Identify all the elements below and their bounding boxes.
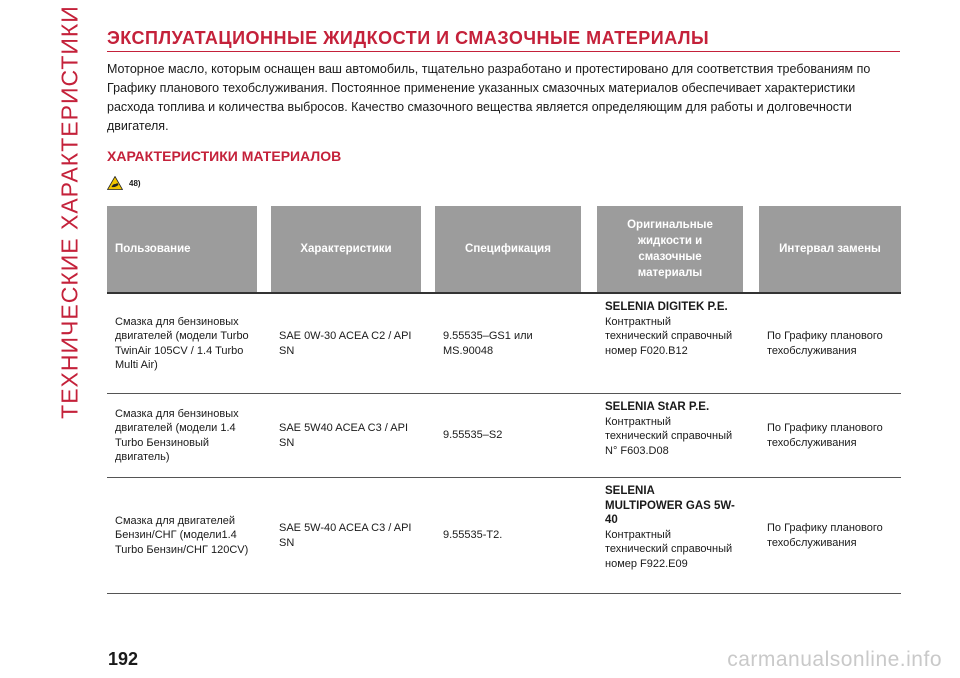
header-specification: Спецификация	[435, 206, 581, 294]
cell-specification: 9.55535-T2.	[435, 478, 581, 594]
cell-interval: По Графику планового техобслуживания	[759, 394, 901, 478]
cell-interval: По Графику планового техобслуживания	[759, 294, 901, 394]
cell-characteristics: SAE 5W-40 ACEA C3 / API SN	[271, 478, 421, 594]
section-subtitle: ХАРАКТЕРИСТИКИ МАТЕРИАЛОВ	[107, 148, 342, 164]
table-row	[107, 478, 901, 594]
cell-interval: По Графику планового техобслуживания	[759, 478, 901, 594]
cell-usage: Смазка для бензиновых двигателей (модели 1.4 Turbo Бензиновый двигатель)	[107, 394, 257, 478]
side-section-tab	[50, 5, 90, 419]
cell-original-fluid	[597, 478, 743, 594]
page-content	[107, 28, 900, 594]
intro-paragraph: Моторное масло, которым оснащен ваш автомобиль, тщательно разработано и протестировано для соответствия требованиям по Графику планового техобслуживания. Постоянное применение указанных смазочных материалов обеспечивает характеристики расхода топлива и количества выбросов. Качество смазочного вещества является определяющим для работы и долговечности двигателя.	[107, 62, 871, 133]
table-header-row	[107, 206, 901, 294]
oil-warning-icon	[107, 176, 123, 190]
warning-reference	[107, 174, 900, 192]
table-row	[107, 294, 901, 394]
oil-product-name: SELENIA MULTIPOWER GAS 5W-40	[605, 485, 735, 526]
oil-product-name: SELENIA StAR P.E.	[605, 401, 710, 413]
cell-characteristics: SAE 0W-30 ACEA C2 / API SN	[271, 294, 421, 394]
cell-original-fluid	[597, 394, 743, 478]
oil-product-desc: Контрактный технический справочный номер F922.E09	[605, 528, 733, 570]
side-section-label: ТЕХНИЧЕСКИЕ ХАРАКТЕРИСТИКИ	[56, 5, 83, 419]
cell-usage: Смазка для двигателей Бензин/СНГ (модели1.4 Turbo Бензин/СНГ 120CV)	[107, 478, 257, 594]
header-usage: Пользование	[107, 206, 257, 294]
cell-specification: 9.55535–GS1 или MS.90048	[435, 294, 581, 394]
header-interval: Интервал замены	[759, 206, 901, 294]
cell-specification: 9.55535–S2	[435, 394, 581, 478]
materials-table	[107, 206, 901, 594]
oil-product-desc: Контрактный технический справочный N° F603.D08	[605, 415, 733, 457]
cell-usage: Смазка для бензиновых двигателей (модели Turbo TwinAir 105CV / 1.4 Turbo Multi Air)	[107, 294, 257, 394]
table-row	[107, 394, 901, 478]
oil-product-desc: Контрактный технический справочный номер F020.B12	[605, 315, 733, 357]
warning-ref-number: 48)	[129, 178, 141, 188]
page-number: 192	[108, 649, 139, 669]
cell-characteristics: SAE 5W40 ACEA C3 / API SN	[271, 394, 421, 478]
header-original-fluids: Оригинальные жидкости и смазочные материалы	[597, 206, 743, 294]
page-title: ЭКСПЛУАТАЦИОННЫЕ ЖИДКОСТИ И СМАЗОЧНЫЕ МАТЕРИАЛЫ	[107, 28, 900, 52]
header-characteristics: Характеристики	[271, 206, 421, 294]
oil-product-name: SELENIA DIGITEK P.E.	[605, 301, 728, 313]
site-watermark: carmanualsonline.info	[727, 648, 942, 671]
cell-original-fluid	[597, 294, 743, 394]
